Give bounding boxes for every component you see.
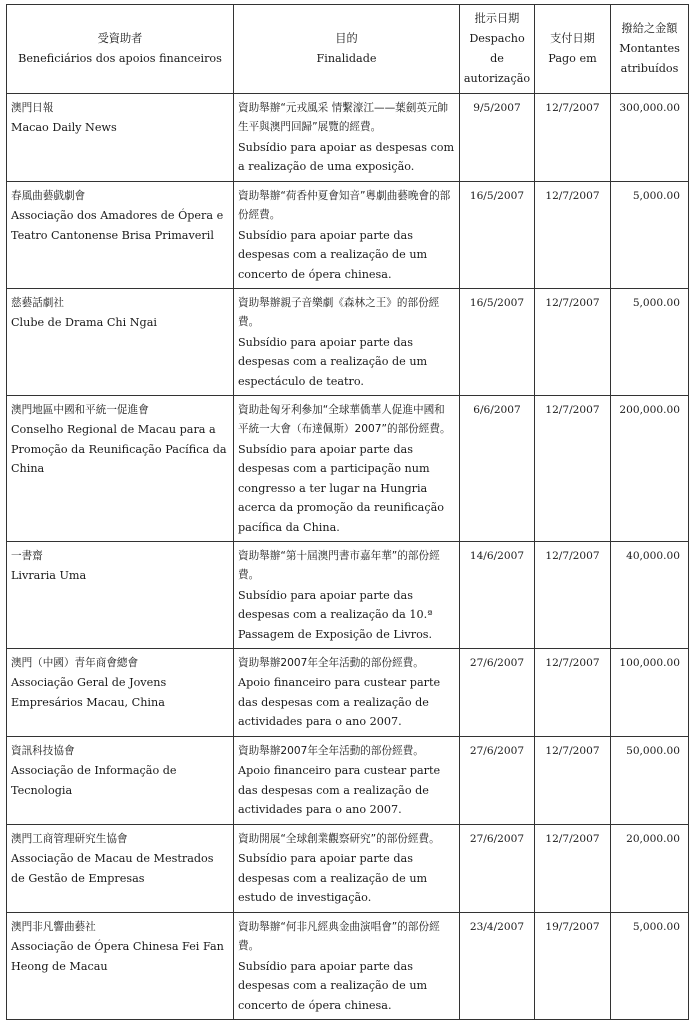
authorization-date: 27/6/2007 [460, 648, 535, 736]
header-beneficiary-zh: 受資助者 [97, 32, 143, 45]
amount-value: 50,000.00 [611, 736, 689, 824]
purpose-zh: 資助赴匈牙利參加“全球華僑華人促進中國和平統一大會（布達佩斯）2007”的部份經費。 [238, 404, 451, 436]
beneficiary-zh: 慈藝話劇社 [11, 297, 64, 310]
header-purpose-pt: Finalidade [316, 52, 377, 65]
purpose-cell [234, 648, 460, 736]
purpose-cell [234, 182, 460, 289]
header-beneficiary [7, 5, 234, 94]
amount-value: 40,000.00 [611, 541, 689, 648]
paid-date: 19/7/2007 [535, 912, 611, 1019]
header-paid-pt: Pago em [548, 52, 597, 65]
paid-date: 12/7/2007 [535, 182, 611, 289]
beneficiary-cell [7, 541, 234, 648]
beneficiary-zh: 資訊科技協會 [11, 744, 75, 757]
header-row [7, 5, 689, 94]
beneficiary-cell [7, 648, 234, 736]
authorization-date: 27/6/2007 [460, 824, 535, 912]
table-row [7, 541, 689, 648]
paid-date: 12/7/2007 [535, 648, 611, 736]
beneficiary-zh: 澳門地區中國和平統一促進會 [11, 404, 149, 417]
authorization-date: 14/6/2007 [460, 541, 535, 648]
amount-value: 20,000.00 [611, 824, 689, 912]
purpose-cell [234, 94, 460, 182]
beneficiary-pt: Conselho Regional de Macau para a Promoção da Reunificação Pacífica da China [11, 423, 227, 476]
authorization-date: 16/5/2007 [460, 289, 535, 396]
purpose-cell [234, 541, 460, 648]
purpose-pt: Subsídio para apoiar parte das despesas com a realização de um concerto de ópera chinesa. [238, 228, 428, 281]
purpose-zh: 資助舉辦“第十屆澳門書市嘉年華”的部份經費。 [238, 549, 440, 582]
beneficiary-zh: 澳門非凡響曲藝社 [11, 920, 96, 933]
table-row [7, 648, 689, 736]
paid-date: 12/7/2007 [535, 824, 611, 912]
authorization-date: 23/4/2007 [460, 912, 535, 1019]
subsidy-table [6, 4, 689, 1020]
purpose-cell [234, 824, 460, 912]
amount-value: 100,000.00 [611, 648, 689, 736]
purpose-zh: 資助開展“全球創業觀察研究”的部份經費。 [238, 832, 440, 845]
header-authorization-zh: 批示日期 [474, 12, 520, 25]
beneficiary-pt: Livraria Uma [11, 569, 87, 583]
purpose-zh: 資助舉辦“何非凡經典金曲演唱會”的部份經費。 [238, 920, 440, 953]
purpose-pt: Subsídio para apoiar parte das despesas com a realização da 10.ª Passagem de Exposição de Livros. [238, 588, 433, 641]
purpose-pt: Subsídio para apoiar parte das despesas com a realização de um estudo de investigação. [238, 852, 428, 905]
header-amount [611, 5, 689, 94]
purpose-cell [234, 396, 460, 542]
purpose-pt: Subsídio para apoiar parte das despesas com a realização de um espectáculo de teatro. [238, 335, 428, 388]
paid-date: 12/7/2007 [535, 736, 611, 824]
purpose-zh: 資助舉辦親子音樂劇《森林之王》的部份經費。 [238, 297, 440, 329]
header-amount-pt: Montantes atribuídos [619, 42, 680, 75]
paid-date: 12/7/2007 [535, 94, 611, 182]
table-row [7, 912, 689, 1019]
table-row [7, 289, 689, 396]
beneficiary-pt: Associação de Ópera Chinesa Fei Fan Heong de Macau [11, 940, 224, 973]
beneficiary-pt: Associação de Informação de Tecnologia [11, 764, 177, 797]
beneficiary-zh: 澳門（中國）青年商會總會 [11, 656, 139, 669]
amount-value: 5,000.00 [611, 182, 689, 289]
purpose-cell [234, 289, 460, 396]
paid-date: 12/7/2007 [535, 541, 611, 648]
table-row [7, 396, 689, 542]
beneficiary-pt: Associação dos Amadores de Ópera e Teatro Cantonense Brisa Primaveril [11, 209, 224, 242]
purpose-cell [234, 912, 460, 1019]
header-authorization-pt: Despacho de autorização [463, 32, 531, 85]
purpose-pt: Apoio financeiro para custear parte das despesas com a realização de actividades para o ano 2007. [238, 676, 441, 729]
paid-date: 12/7/2007 [535, 289, 611, 396]
beneficiary-cell [7, 912, 234, 1019]
purpose-pt: Subsídio para apoiar parte das despesas com a participação num congresso a ter lugar na Hungria acerca da promoção da reunificação pacífica da China. [238, 442, 445, 534]
beneficiary-cell [7, 396, 234, 542]
beneficiary-cell [7, 182, 234, 289]
header-purpose-zh: 目的 [335, 32, 358, 45]
header-purpose [234, 5, 460, 94]
amount-value: 300,000.00 [611, 94, 689, 182]
purpose-pt: Subsídio para apoiar parte das despesas com a realização de um concerto de ópera chinesa. [238, 959, 428, 1012]
header-paid-zh: 支付日期 [550, 32, 595, 45]
amount-value: 5,000.00 [611, 912, 689, 1019]
beneficiary-cell [7, 289, 234, 396]
authorization-date: 6/6/2007 [460, 396, 535, 542]
paid-date: 12/7/2007 [535, 396, 611, 542]
header-amount-zh: 撥給之金額 [621, 22, 678, 35]
authorization-date: 16/5/2007 [460, 182, 535, 289]
table-row [7, 94, 689, 182]
purpose-zh: 資助舉辦2007年全年活動的部份經費。 [238, 744, 424, 757]
authorization-date: 27/6/2007 [460, 736, 535, 824]
table-row [7, 736, 689, 824]
amount-value: 5,000.00 [611, 289, 689, 396]
beneficiary-zh: 澳門日報 [11, 102, 54, 114]
purpose-zh: 資助舉辦2007年全年活動的部份經費。 [238, 656, 424, 669]
beneficiary-zh: 春風曲藝戲劇會 [11, 190, 86, 202]
beneficiary-cell [7, 824, 234, 912]
beneficiary-pt: Clube de Drama Chi Ngai [11, 316, 157, 330]
beneficiary-zh: 澳門工商管理研究生協會 [11, 832, 128, 845]
header-authorization [460, 5, 535, 94]
beneficiary-pt: Associação de Macau de Mestrados de Gestão de Empresas [11, 852, 214, 885]
header-beneficiary-pt: Beneficiários dos apoios financeiros [18, 52, 222, 65]
header-paid [535, 5, 611, 94]
beneficiary-cell [7, 94, 234, 182]
purpose-cell [234, 736, 460, 824]
amount-value: 200,000.00 [611, 396, 689, 542]
table-row [7, 824, 689, 912]
beneficiary-zh: 一書齋 [11, 549, 43, 562]
purpose-zh: 資助舉辦“元戎風采 情繫濠江——葉劍英元帥生平與澳門回歸”展覽的經費。 [238, 102, 449, 134]
authorization-date: 9/5/2007 [460, 94, 535, 182]
purpose-zh: 資助舉辦“荷香仲夏會知音”粵劇曲藝晚會的部份經費。 [238, 190, 451, 222]
beneficiary-cell [7, 736, 234, 824]
beneficiary-pt: Macao Daily News [11, 121, 117, 135]
purpose-pt: Subsídio para apoiar as despesas com a realização de uma exposição. [238, 140, 455, 174]
beneficiary-pt: Associação Geral de Jovens Empresários Macau, China [11, 676, 167, 709]
purpose-pt: Apoio financeiro para custear parte das despesas com a realização de actividades para o ano 2007. [238, 764, 441, 817]
table-row [7, 182, 689, 289]
